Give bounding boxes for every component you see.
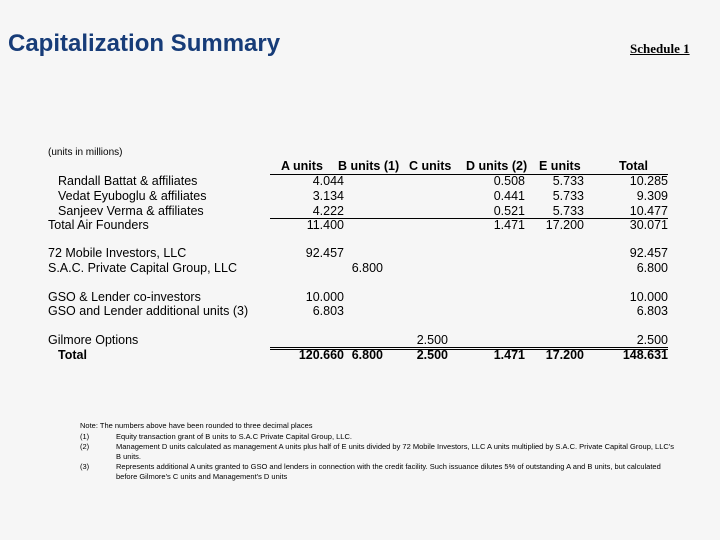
table-row	[0, 304, 720, 319]
page-title: Capitalization Summary	[8, 30, 281, 57]
row-label: Randall Battat & affiliates	[58, 174, 198, 188]
notes	[80, 421, 680, 482]
cell-a: 120.660	[298, 348, 344, 362]
header-e: E units	[539, 159, 581, 173]
cell-d: 0.508	[493, 174, 525, 188]
cell-c: 2.500	[416, 348, 448, 362]
cell-b: 6.800	[351, 348, 383, 362]
cell-t: 10.285	[629, 174, 668, 188]
note-key: (2)	[80, 442, 90, 451]
row-label: Total Air Founders	[48, 218, 149, 232]
header-d: D units (2)	[466, 159, 528, 173]
cell-d: 1.471	[493, 348, 525, 362]
table-row	[0, 348, 720, 363]
cell-a: 3.134	[312, 189, 344, 203]
cell-e: 5.733	[552, 174, 584, 188]
cell-d: 0.441	[493, 189, 525, 203]
header-c: C units	[409, 159, 452, 173]
table-row	[0, 174, 720, 189]
row-label: Total	[58, 348, 87, 362]
cell-c: 2.500	[416, 333, 448, 347]
cell-d: 0.521	[493, 204, 525, 218]
note-key: (1)	[80, 431, 90, 441]
cell-t: 30.071	[629, 218, 668, 232]
table-row	[0, 290, 720, 305]
table-row	[0, 189, 720, 204]
row-label: Vedat Eyuboglu & affiliates	[58, 189, 207, 203]
note-text: Management D units calculated as management A units plus half of E units divided by 72 Mobile Investors, LLC A units multiplied by S.A.C. Private Capital Group, LLC's B units.	[116, 442, 674, 461]
cell-t: 2.500	[636, 333, 668, 347]
cell-t: 148.631	[622, 348, 668, 362]
cell-a: 6.803	[312, 304, 344, 318]
row-label: Sanjeev Verma & affiliates	[58, 204, 204, 218]
cell-d: 1.471	[493, 218, 525, 232]
cell-a: 11.400	[306, 218, 344, 232]
note-item	[80, 432, 680, 442]
table-row	[0, 204, 720, 219]
cell-t: 92.457	[629, 246, 668, 260]
note-item	[80, 442, 680, 461]
cell-t: 6.803	[636, 304, 668, 318]
cell-a: 4.044	[312, 174, 344, 188]
header-total: Total	[619, 159, 648, 173]
cell-t: 10.000	[629, 290, 668, 304]
cell-e: 5.733	[552, 189, 584, 203]
table-row	[0, 333, 720, 348]
cell-a: 10.000	[305, 290, 344, 304]
row-label: S.A.C. Private Capital Group, LLC	[48, 261, 237, 275]
cell-a: 4.222	[312, 204, 344, 218]
schedule-label: Schedule 1	[630, 41, 690, 56]
cell-b: 6.800	[351, 261, 383, 275]
cell-t: 6.800	[636, 261, 668, 275]
table-row	[0, 246, 720, 261]
cell-t: 10.477	[629, 204, 668, 218]
cell-a: 92.457	[305, 246, 344, 260]
cell-e: 17.200	[545, 218, 584, 232]
note-key: (3)	[80, 462, 90, 471]
cell-e: 5.733	[552, 204, 584, 218]
table-row	[0, 261, 720, 276]
cell-e: 17.200	[545, 348, 584, 362]
row-label: GSO and Lender additional units (3)	[48, 304, 249, 318]
note-text: Equity transaction grant of B units to S.A.C Private Capital Group, LLC.	[116, 431, 352, 441]
row-label: GSO & Lender co-investors	[48, 290, 201, 304]
table-row	[0, 218, 720, 233]
note-item	[80, 462, 680, 481]
table-header	[0, 159, 720, 174]
row-label: 72 Mobile Investors, LLC	[48, 246, 187, 260]
header-a: A units	[281, 159, 323, 173]
note-text: Represents additional A units granted to GSO and lenders in connection with the credit facility. Such issuance dilutes 5% of outstanding A and B units, but calculated before Gilmore's C units and Management's D units	[116, 462, 661, 481]
units-note: (units in millions)	[48, 147, 123, 158]
row-label: Gilmore Options	[48, 333, 139, 347]
note-intro: Note: The numbers above have been rounded to three decimal places	[80, 421, 313, 430]
cell-t: 9.309	[636, 189, 668, 203]
header-b: B units (1)	[338, 159, 400, 173]
